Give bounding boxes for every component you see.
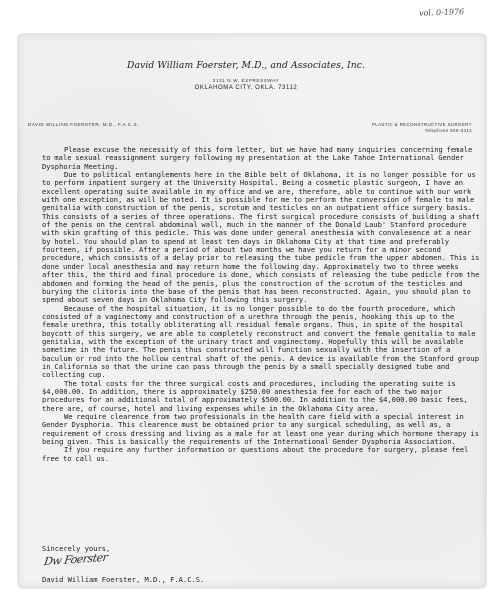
archive-annotation: vol. 0-1976 bbox=[418, 7, 465, 18]
street-address: 3131 N.W. EXPRESSWAY bbox=[212, 78, 280, 83]
closing-salutation: Sincerely yours, bbox=[42, 544, 111, 553]
doctor-credentials: DAVID WILLIAM FOERSTER, M.D., F.A.C.S. bbox=[28, 122, 139, 127]
paragraph-3: Because of the hospital situation, it is no longer possible to do the fourth procedure, which consisted of a vaginectomy and construction of a urethra through the penis, hooking this up to the female urethra, this totally obliterating all residual female organs. Thus, in spite of the hospital boycott of this surgery, we are able to completely reconstruct and convert the female genitalia to male genitalia, with the exception of the urinary tract and vaginectomy. Hopefully this will be available sometime in the future. The penis thus constructed will function sexually with the insertion of a baculum or rod into the hollow central shaft of the penis. A device is available from the Stanford group in California so that the urine can pass through the penis by a small specially designed tube and collecting cup. bbox=[42, 303, 479, 380]
paragraph-2: Due to political entanglements here in the Bible belt of Oklahoma, it is no longer possible for us to perform inpatient surgery at the University Hospital. Being a cosmetic plastic surgeon, I have an excellent operating suite available in my office and we are, therefore, able to continue with our work with one exception, as will be noted. It is possible for me to perform the conversion of female to male genitalia with construction of the penis, scrotum and testicles on an outpatient office surgery basis. This consists of a series of three operations. The first surgical procedure consists of building a shaft of the penis on the central abdominal wall, much in the manner of the Donald Laub' Stanford procedure with skin grafting of this pedicle. This was done under general anesthesia with convalesence at a near by hotel. You should plan to spend at least ten days in Oklahoma City at that time and preferably fourteen, if possible. After a period of about two months we have you return for a minor second procedure, which consists of a delay prior to releasing the tube pedicle from the upper abdomen. This is done under local anesthesia and may return home the following day. Approximately two to three weeks after this, the third and final procedure is done, which consists of releasing the tube pedicle from the abdomen and forming the head of the penis, plus the construction of the scrotum of the testicles and burying the clitoris into the base of the penis that has been reconstructed. Again, you should plan to spend about seven days in Oklahoma City following this surgery. bbox=[42, 170, 480, 305]
practice-name: David William Foerster, M.D., and Associates, Inc. bbox=[127, 60, 365, 71]
paragraph-4: The total costs for the three surgical costs and procedures, including the operating suite is $4,000.00. In addition, there is approximately $250.00 anesthesia fee for each of the two major procedures for an additional total of approximately $500.00. In addition to the $4,000.00 basic fees, there are, of course, hotel and living expenses while in the Oklahoma City area. bbox=[42, 378, 468, 413]
letterhead bbox=[0, 60, 492, 91]
handwritten-signature: Dw Foerster bbox=[43, 550, 109, 569]
paragraph-5: We require clearence from two professionals in the health care field with a special interest in Gender Dysphoria. This clearence must be obtained prior to any surgical scheduling, as well as, a requirement of cross dressing and living as a male for at least one year during which hormone therapy is being given. This is basically the requirements of the International Gender Dysphoria Association. bbox=[42, 412, 479, 447]
letter-body bbox=[42, 146, 482, 463]
paragraph-1: Please excuse the necessity of this form letter, but we have had many inquiries concerning female to male sexual reassignment surgery following my presentation at the Lake Tahoe International Gender Dysphoria Meeting. bbox=[42, 145, 473, 171]
paragraph-6: If you require any further information or questions about the procedure for surgery, please feel free to call us. bbox=[42, 445, 469, 463]
specialty-block bbox=[372, 122, 472, 134]
signoff-name: David William Foerster, M.D., F.A.C.S. bbox=[42, 575, 205, 584]
city-address: OKLAHOMA CITY, OKLA. 73112 bbox=[194, 85, 298, 91]
telephone-line: Telephone 840-3412 bbox=[424, 128, 472, 133]
specialty-line: PLASTIC & RECONSTRUCTIVE SURGERY bbox=[371, 122, 472, 127]
